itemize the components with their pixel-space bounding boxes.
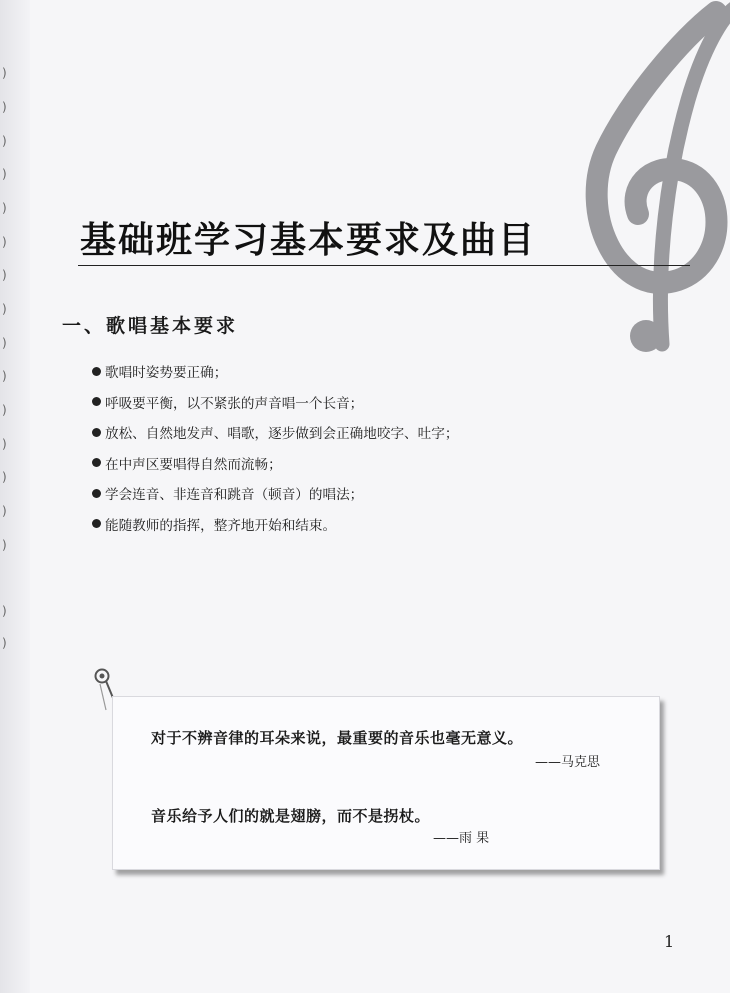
ring-icon: ) [2,437,7,451]
page-title: 基础班学习基本要求及曲目 [80,220,537,261]
bullet-icon [92,519,101,528]
ring-icon: ) [2,235,7,249]
ring-icon: ) [2,470,7,484]
bullet-icon [92,458,101,467]
list-item [92,417,458,448]
requirements-list [92,356,458,539]
ring-icon: ) [2,636,7,650]
title-underline [78,265,690,266]
bullet-icon [92,367,101,376]
list-item [92,387,458,418]
section-heading: 一、歌唱基本要求 [62,315,239,337]
quote-text: 对于不辨音律的耳朵来说，最重要的音乐也毫无意义。 [151,729,524,747]
list-item-text: 呼吸要平衡，以不紧张的声音唱一个长音； [105,395,364,412]
ring-icon: ) [2,403,7,417]
quote-box [112,696,660,870]
bullet-icon [92,489,101,498]
ring-icon: ) [2,100,7,114]
list-item-text: 能随教师的指挥，整齐地开始和结束。 [105,517,337,534]
ring-icon: ) [2,66,7,80]
ring-icon: ) [2,134,7,148]
ring-icon: ) [2,201,7,215]
ring-icon: ) [2,538,7,552]
quote-author: ——马克思 [535,755,601,770]
page-number: 1 [664,932,675,951]
binding-edge [0,0,30,993]
ring-icon: ) [2,302,7,316]
ring-icon: ) [2,504,7,518]
list-item [92,356,458,387]
ring-icon: ) [2,167,7,181]
ring-icon: ) [2,369,7,383]
list-item-text: 歌唱时姿势要正确； [105,365,228,382]
list-item [92,509,458,540]
treble-clef-icon [570,0,730,360]
quote-text: 音乐给予人们的就是翅膀，而不是拐杖。 [151,807,431,825]
list-item [92,478,458,509]
ring-icon: ) [2,268,7,282]
quote-author: ——雨 果 [433,831,490,846]
list-item-text: 学会连音、非连音和跳音（顿音）的唱法； [105,487,364,504]
list-item-text: 放松、自然地发声、唱歌，逐步做到会正确地咬字、吐字； [105,426,459,443]
ring-icon: ) [2,604,7,618]
bullet-icon [92,397,101,406]
list-item [92,448,458,479]
bullet-icon [92,428,101,437]
list-item-text: 在中声区要唱得自然而流畅； [105,456,282,473]
ring-icon: ) [2,336,7,350]
